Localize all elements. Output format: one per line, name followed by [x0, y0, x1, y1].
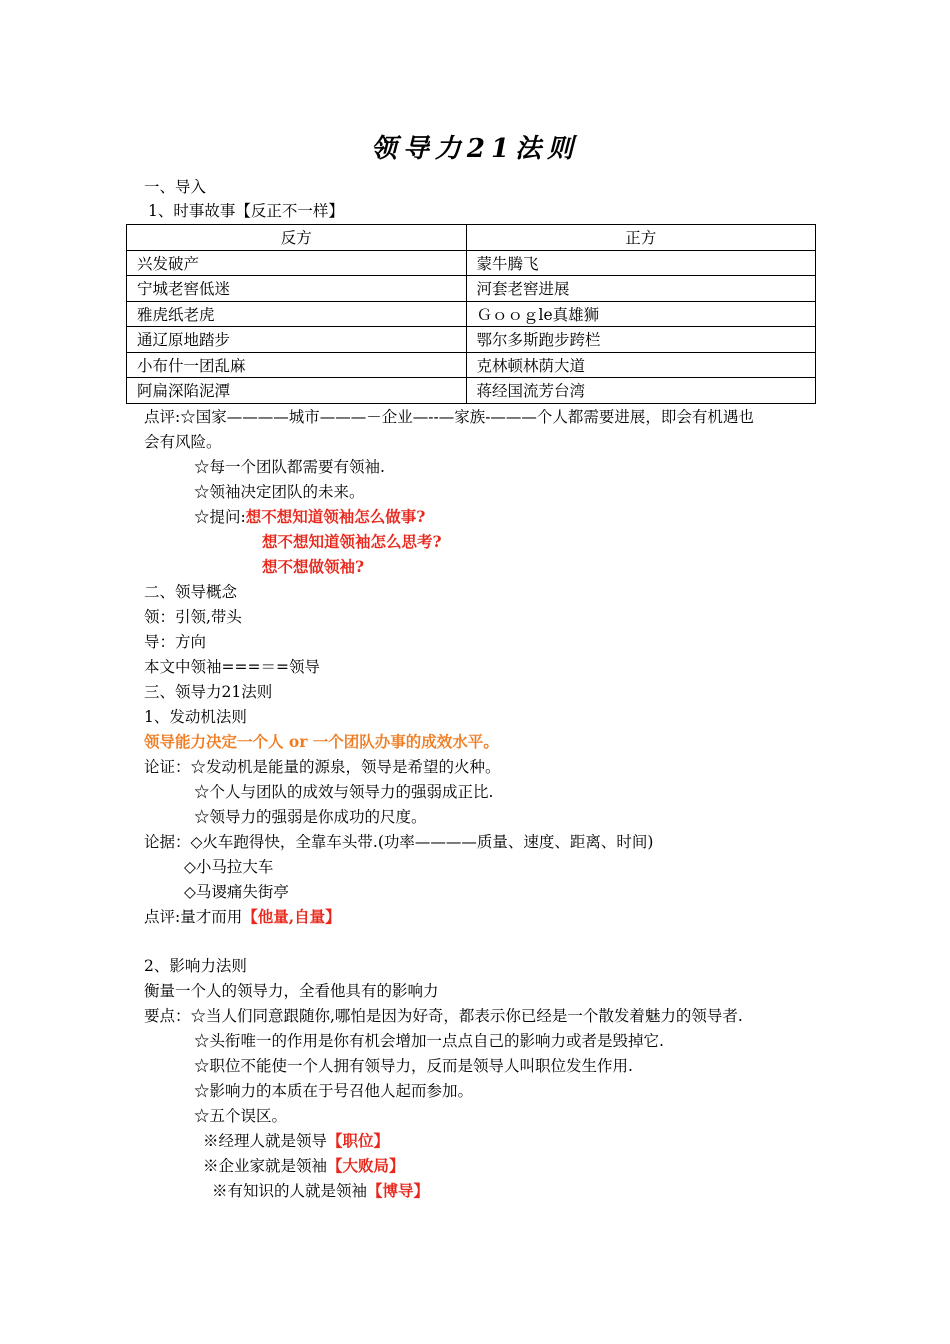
intro-comment-line1: 点评:☆国家————城市———－企业—--—家族-———个人都需要进展，即会有机遇也 — [144, 408, 754, 426]
law1-evidence-3: ◇马谡痛失街亭 — [184, 883, 289, 901]
law2-point-1: 要点：☆当人们同意跟随你,哪怕是因为好奇，都表示你已经是一个散发着魅力的领导者. — [144, 1007, 743, 1025]
law1-evidence-1: 论据：◇火车跑得快，全靠车头带.(功率————质量、速度、距离、时间) — [144, 833, 654, 851]
section-laws-heading: 三、领导力21法则 — [144, 683, 273, 701]
misconception-2-highlight: 【大败局】 — [327, 1156, 405, 1175]
table-header-negative: 反方 — [127, 225, 467, 251]
concept-line-2: 导：方向 — [144, 633, 207, 651]
table-cell: 兴发破产 — [127, 250, 467, 276]
law1-comment-text: 点评:量才而用 — [144, 908, 243, 926]
intro-point-1: ☆每一个团队都需要有领袖. — [194, 458, 385, 476]
table-header-positive: 正方 — [466, 225, 816, 251]
law2-title: 2、影响力法则 — [144, 957, 247, 975]
misconception-3-text: ※有知识的人就是领袖 — [212, 1182, 368, 1200]
table-cell: 宁城老窖低迷 — [127, 276, 467, 302]
misconception-3-highlight: 【博导】 — [367, 1181, 430, 1200]
intro-point-2: ☆领袖决定团队的未来。 — [194, 483, 365, 501]
table-cell: 蒙牛腾飞 — [466, 250, 816, 276]
misconception-2 — [203, 1155, 405, 1177]
table-cell: 阿扁深陷泥潭 — [127, 378, 467, 404]
question-2: 想不想知道领袖怎么思考? — [262, 532, 442, 551]
intro-comment-line2: 会有风险。 — [144, 433, 222, 451]
question-3: 想不想做领袖? — [262, 557, 365, 576]
law1-argument-3: ☆领导力的强弱是你成功的尺度。 — [194, 808, 427, 826]
table-row — [127, 352, 816, 378]
table-header-row — [127, 225, 816, 251]
misconception-3 — [212, 1180, 429, 1202]
section-concept-heading: 二、领导概念 — [144, 583, 238, 601]
misconception-1-highlight: 【职位】 — [327, 1131, 390, 1150]
concept-line-1: 领：引领,带头 — [144, 608, 242, 626]
law2-point-3: ☆职位不能使一个人拥有领导力，反而是领导人叫职位发生作用. — [194, 1057, 633, 1075]
law1-statement: 领导能力决定一个人 or 一个团队办事的成效水平。 — [144, 732, 499, 751]
law1-comment-highlight: 【他量,自量】 — [242, 907, 341, 926]
law2-point-2: ☆头衔唯一的作用是你有机会增加一点点自己的影响力或者是毁掉它. — [194, 1032, 664, 1050]
law1-title: 1、发动机法则 — [144, 708, 247, 726]
table-row — [127, 301, 816, 327]
law1-argument-2: ☆个人与团队的成效与领导力的强弱成正比. — [194, 783, 494, 801]
table-cell: 克林顿林荫大道 — [466, 352, 816, 378]
table-row — [127, 378, 816, 404]
misconception-1 — [203, 1130, 389, 1152]
intro-question-line — [194, 506, 425, 528]
law2-point-4: ☆影响力的本质在于号召他人起而参加。 — [194, 1082, 474, 1100]
current-stories-heading: 1、时事故事【反正不一样】 — [148, 202, 344, 220]
table-cell: Ｇｏｏｇle真雄狮 — [466, 301, 816, 327]
table-cell: 蒋经国流芳台湾 — [466, 378, 816, 404]
table-cell: 通辽原地踏步 — [127, 327, 467, 353]
misconception-1-text: ※经理人就是领导 — [203, 1132, 328, 1150]
document-title: 领导力21法则 — [370, 134, 580, 164]
question-1: 想不想知道领袖怎么做事? — [245, 507, 426, 526]
law1-evidence-2: ◇小马拉大车 — [184, 858, 274, 876]
table-cell: 雅虎纸老虎 — [127, 301, 467, 327]
table-row — [127, 276, 816, 302]
question-prefix: ☆提问: — [194, 508, 246, 526]
concept-line-3: 本文中领袖===＝=领导 — [144, 658, 320, 676]
section-intro-heading: 一、导入 — [144, 178, 207, 196]
law1-comment — [144, 906, 341, 928]
table-cell: 河套老窖进展 — [466, 276, 816, 302]
law2-point-5: ☆五个误区。 — [194, 1107, 288, 1125]
table-cell: 小布什一团乱麻 — [127, 352, 467, 378]
table-row — [127, 327, 816, 353]
law2-statement: 衡量一个人的领导力，全看他具有的影响力 — [144, 982, 439, 1000]
table-row — [127, 250, 816, 276]
comparison-table — [126, 224, 816, 404]
misconception-2-text: ※企业家就是领袖 — [203, 1157, 328, 1175]
table-cell: 鄂尔多斯跑步跨栏 — [466, 327, 816, 353]
law1-argument-1: 论证：☆发动机是能量的源泉，领导是希望的火种。 — [144, 758, 501, 776]
